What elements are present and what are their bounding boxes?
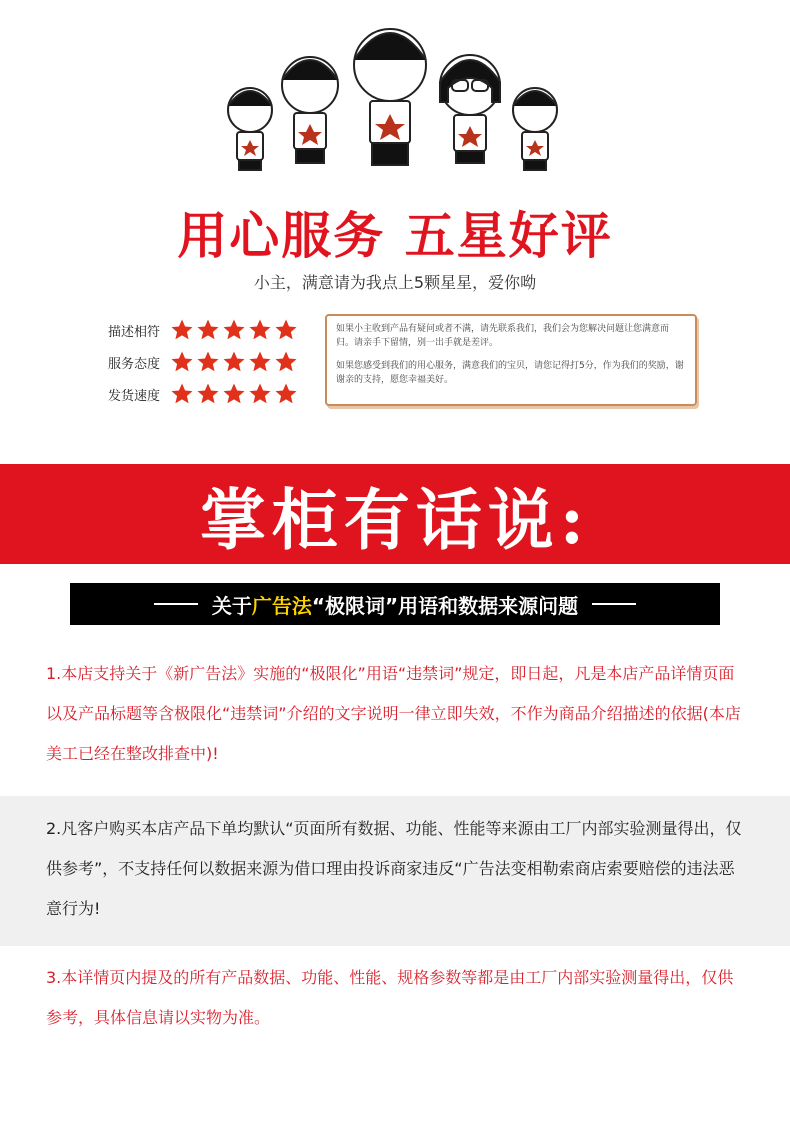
clause-2: 2.凡客户购买本店产品下单均默认“页面所有数据、功能、性能等来源由工厂内部实验测量得出，仅供参考”，不支持任何以数据来源为借口理由投诉商家违反“广告法变相勒索商店索要赔偿的违法恶意行为! [0, 796, 790, 946]
kid-figure [228, 88, 272, 170]
service-note-box [325, 314, 697, 406]
rating-label: 描述相符 [108, 324, 161, 340]
rating-row [108, 346, 308, 378]
rating-label: 服务态度 [108, 356, 161, 372]
rating-label: 发货速度 [108, 388, 161, 404]
star-icon [196, 382, 221, 406]
kid-figure [440, 55, 500, 163]
star-icon [248, 382, 273, 406]
subtitle-prefix: 关于 [211, 593, 252, 618]
subtitle-text [212, 590, 578, 619]
shopkeeper-banner [0, 464, 790, 564]
star-group [170, 318, 300, 342]
kid-figure [513, 88, 557, 170]
star-icon [222, 382, 247, 406]
star-icon [248, 318, 273, 342]
headline-five-star: 用心服务 五星好评 [177, 206, 613, 265]
subtitle-highlight-ad-law: 广告法 [251, 593, 312, 618]
star-icon [170, 350, 195, 374]
kid-figure [354, 29, 426, 165]
rating-request-text: 小主，满意请为我点上5颗星星，爱你呦 [253, 273, 537, 292]
star-icon [196, 350, 221, 374]
kid-figure [282, 57, 338, 163]
star-icon [170, 382, 195, 406]
star-icon [196, 318, 221, 342]
clause-3: 3.本详情页内提及的所有产品数据、功能、性能、规格参数等都是由工厂内部实验测量得出，仅供参考，具体信息请以实物为准。 [46, 968, 734, 1027]
subtitle-bar [70, 583, 720, 625]
rating-row [108, 314, 308, 346]
note-paragraph: 如果小主收到产品有疑问或者不满，请先联系我们，我们会为您解决问题让您满意而归。请亲手下留情，别一出手就是差评。 [336, 324, 670, 348]
subtitle-highlight-extreme-words: “极限词” [311, 593, 399, 618]
clause-1: 1.本店支持关于《新广告法》实施的“极限化”用语“违禁词”规定，即日起，凡是本店产品详情页面以及产品标题等含极限化“违禁词”介绍的文字说明一律立即失效，不作为商品介绍描述的依据(本店美工已经在整改排查中)! [46, 664, 741, 763]
dash-line [592, 603, 636, 605]
star-icon [274, 318, 299, 342]
rating-row [108, 378, 308, 410]
rating-list [108, 314, 308, 410]
star-icon [222, 350, 247, 374]
subtitle-suffix: 用语和数据来源问题 [398, 593, 579, 618]
star-group [170, 382, 300, 406]
star-icon [248, 350, 273, 374]
banner-title: 掌柜有话说: [199, 480, 591, 559]
star-group [170, 350, 300, 374]
note-paragraph: 如果您感受到我们的用心服务，满意我们的宝贝，请您记得打5分，作为我们的奖励，谢谢亲的支持，愿您幸福美好。 [336, 361, 684, 385]
star-icon [170, 318, 195, 342]
dash-line [154, 603, 198, 605]
star-icon [274, 350, 299, 374]
star-icon [274, 382, 299, 406]
star-icon [222, 318, 247, 342]
cartoon-kids-illustration [200, 10, 600, 190]
